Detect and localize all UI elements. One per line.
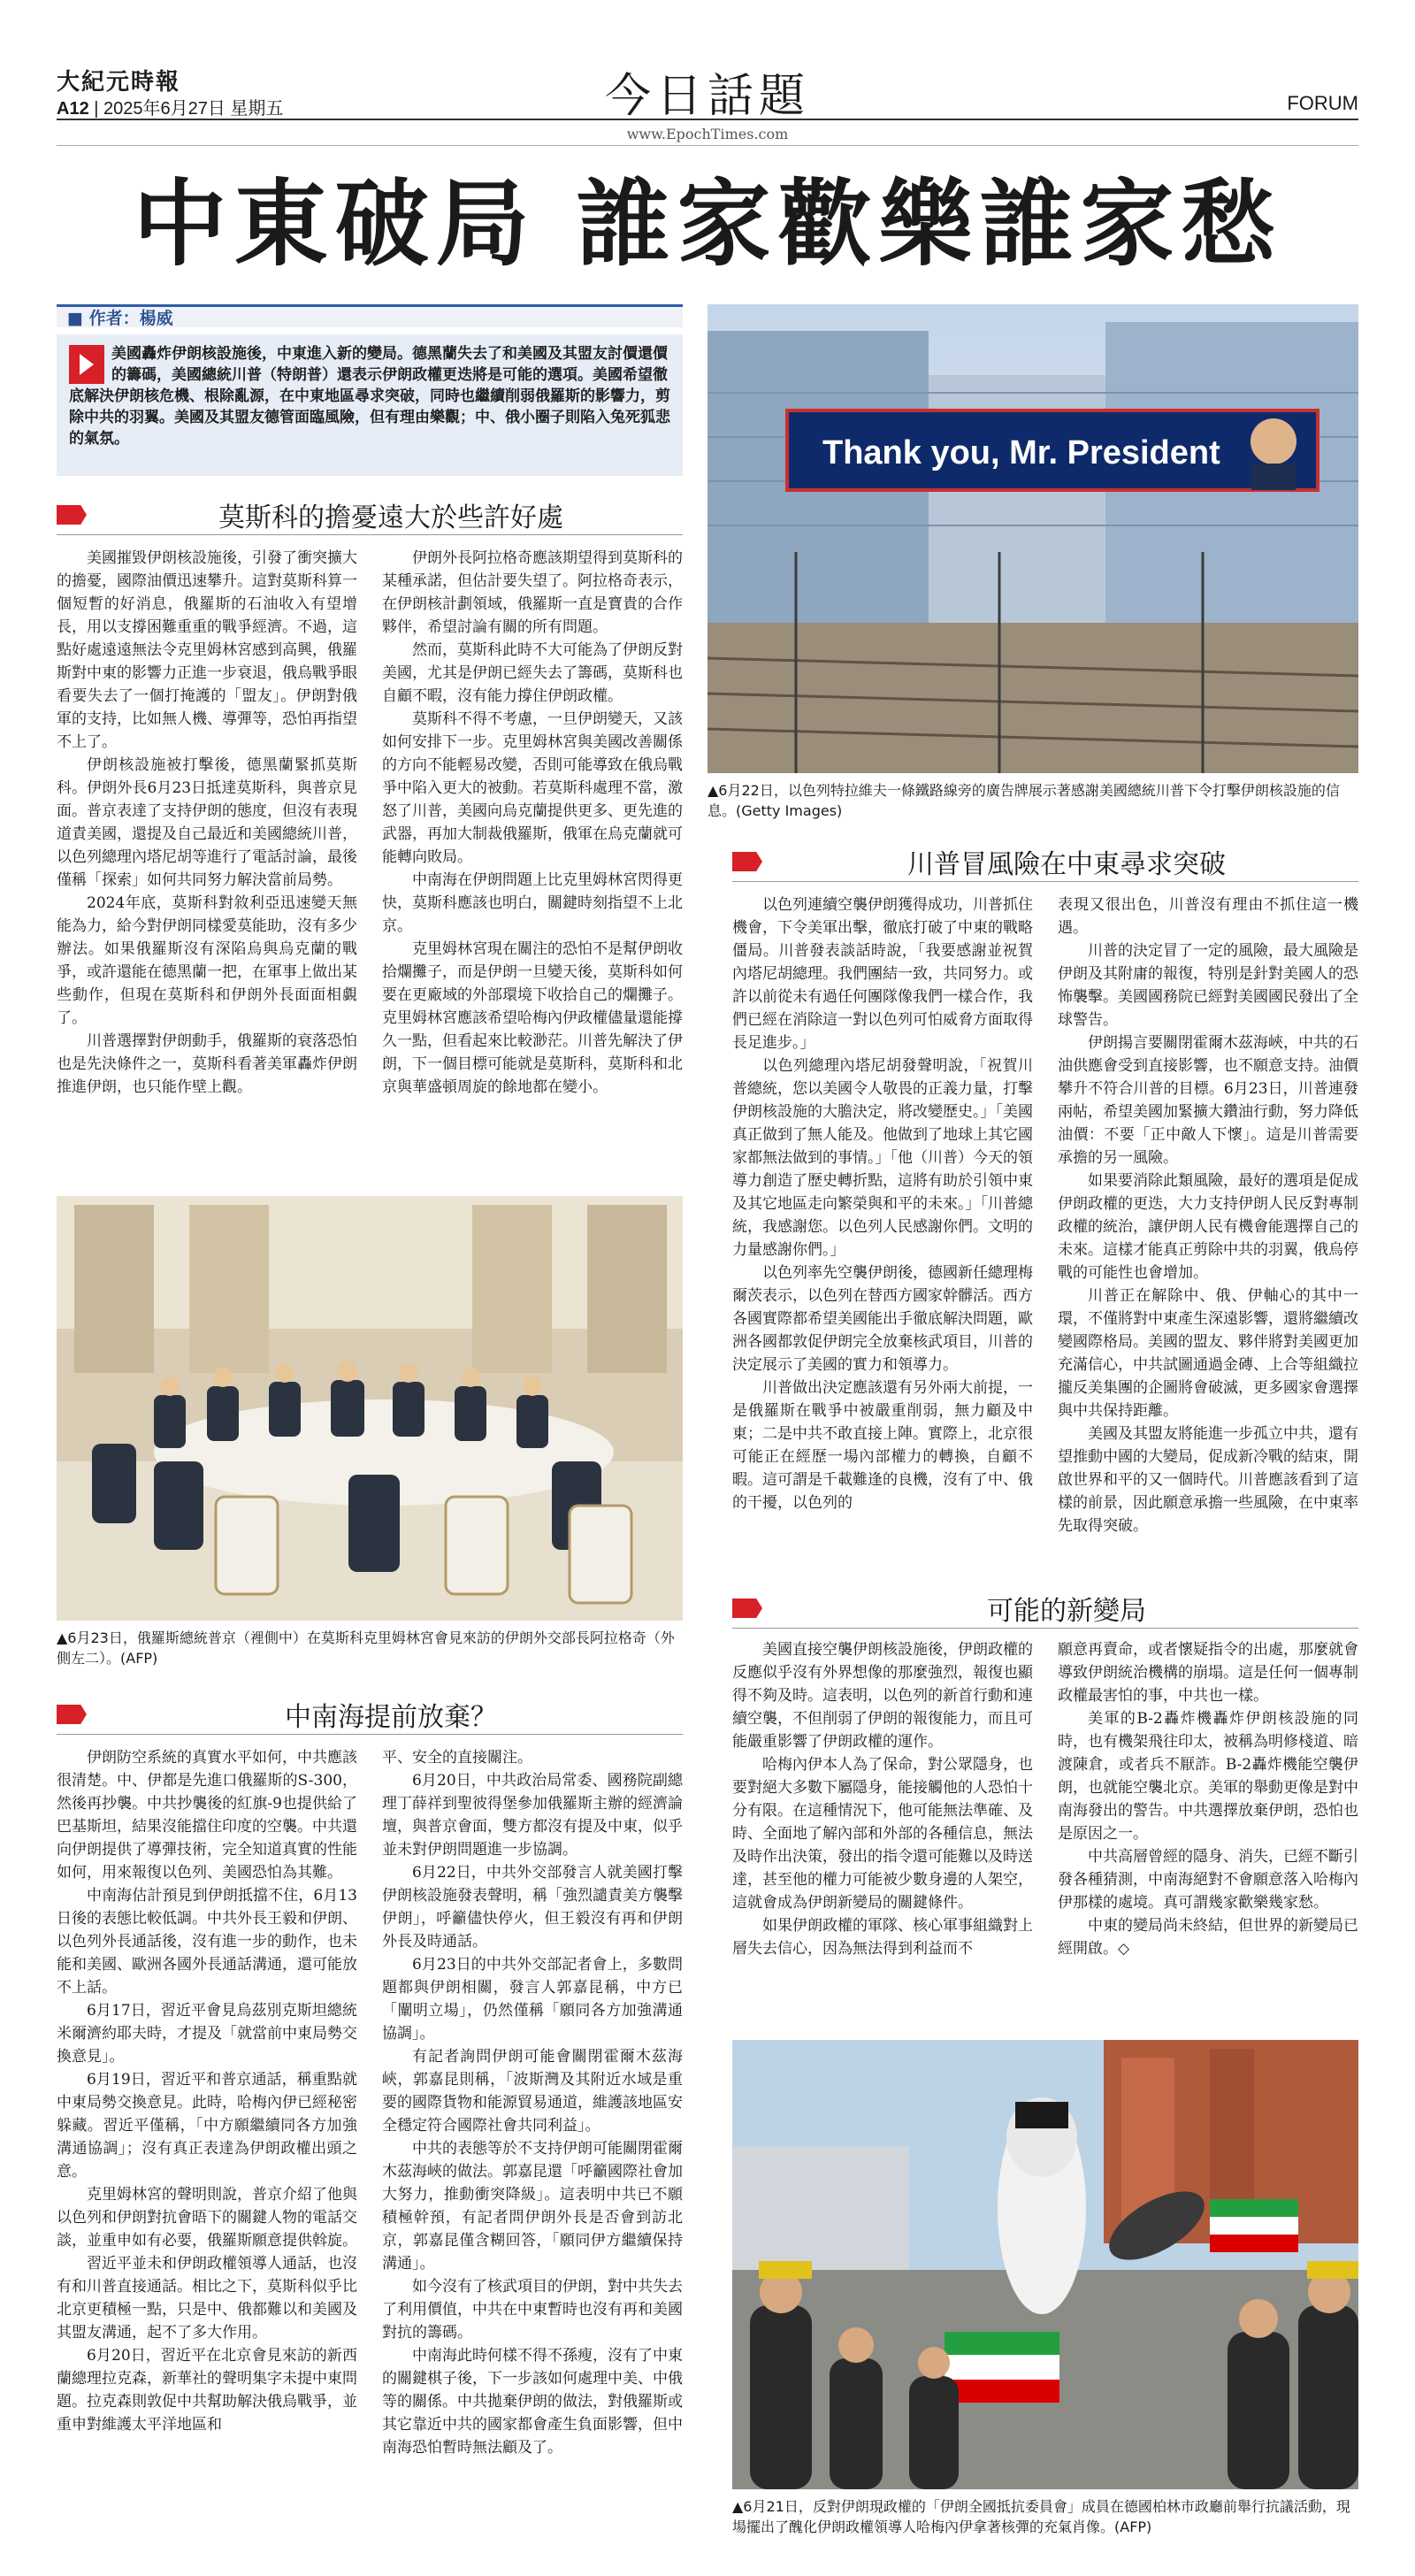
paragraph: 中南海在伊朗問題上比克里姆林宮閃得更快，莫斯科應該也明白，關鍵時刻指望不上北京。	[382, 871, 683, 935]
paragraph: 6月23日的中共外交部記者會上，多數問題都與伊朗相關，發言人郭嘉昆稱，中方已「闡明立場」，仍然僅稱「願同各方加強溝通協調」。	[382, 1956, 683, 2043]
paragraph: 莫斯科不得不考慮，一旦伊朗變天，又該如何安排下一步。克里姆林宮與美國改善關係的方向不能輕易改變，否則可能導致在俄烏戰爭中陷入更大的被動。若莫斯科處理不當，激怒了川普，美國向烏克蘭提供更多、更先進的武器，再加大制裁俄羅斯，俄軍在烏克蘭就可能轉向敗局。	[382, 710, 683, 866]
site-url[interactable]: www.EpochTimes.com	[626, 126, 789, 142]
billboard-photo-illustration	[708, 304, 1358, 773]
lead-summary	[57, 334, 683, 476]
section-flag-icon	[732, 1598, 762, 1618]
section-flag-icon	[732, 852, 762, 871]
paragraph: 伊朗核設施被打擊後，德黑蘭緊抓莫斯科。伊朗外長6月23日抵達莫斯科，與普京見面。普京表達了支持伊朗的態度，但沒有表現道責美國，還提及自己最近和美國總統川普，以色列總理內塔尼胡等進行了電話討論，最後僅稱「探索」如何共同努力解決當前局勢。	[57, 756, 357, 889]
billboard-photo-caption: ▲6月22日，以色列特拉維夫一條鐵路線旁的廣告牌展示著感謝美國總統川普下令打擊伊朗核設施的信息。(Getty Images)	[708, 782, 1340, 819]
berlin-photo-caption: ▲6月21日，反對伊朗現政權的「伊朗全國抵抗委員會」成員在德國柏林市政廳前舉行抗議活動，現場擺出了醜化伊朗政權領導人哈梅內伊拿著核彈的充氣肖像。(AFP)	[732, 2498, 1350, 2535]
paragraph: 美國摧毀伊朗核設施後，引發了衝突擴大的擔憂，國際油價迅速攀升。這對莫斯科算一個短暫的好消息，俄羅斯的石油收入有望增長，用以支撐困難重重的戰爭經濟。不過，這點好處遠遠無法令克里姆林宮感到高興，俄羅斯對中東的影響力正進一步衰退，俄烏戰爭眼看要失去了一個打掩護的「盟友」。伊朗對俄軍的支持，比如無人機、導彈等，恐怕再指望不上了。	[57, 549, 357, 751]
section-head-moscow	[57, 495, 683, 535]
berlin-protest-photo	[732, 2040, 1358, 2489]
paragraph: 伊朗揚言要關閉霍爾木茲海峽，中共的石油供應會受到直接影響，也不願意支持。油價攀升不符合川普的目標。6月23日，川普連發兩帖，希望美國加緊擴大鑽油行動，努力降低油價：不要「正中敵人下懷」。這是川普需要承擔的另一風險。	[1058, 1034, 1358, 1167]
paragraph: 哈梅內伊本人為了保命，對公眾隱身，也要對絕大多數下屬隱身，能接觸他的人恐怕十分有限。在這種情況下，他可能無法準確、及時、全面地了解內部和外部的各種信息，無法及時作出決策，發出的指令還可能難以及時送達，甚至他的權力可能被少數身邊的人架空，這就會成為伊朗新變局的關鍵條件。	[732, 1756, 1033, 1912]
paragraph: 如果要消除此類風險，最好的選項是促成伊朗政權的更迭，大力支持伊朗人民反對專制政權的統治，讓伊朗人民有機會能選擇自己的未來。這樣才能真正剪除中共的羽翼，俄烏停戰的可能性也會增加。	[1058, 1172, 1358, 1282]
paragraph: 美軍的B-2轟炸機轟炸伊朗核設施的同時，也有機架飛往印太，被稱為明修棧道、暗渡陳倉，或者兵不厭詐。B-2轟炸機能空襲伊朗，也就能空襲北京。美軍的舉動更像是對中南海發出的警告。中共選擇放棄伊朗，恐怕也是原因之一。	[1058, 1710, 1358, 1843]
kremlin-meeting-photo	[57, 1196, 683, 1621]
paragraph: 伊朗外長阿拉格奇應該期望得到莫斯科的某種承諾，但估計要失望了。阿拉格奇表示，在伊朗核計劃領域，俄羅斯一直是寶貴的合作夥伴，希望討論有關的所有問題。	[382, 549, 683, 636]
paragraph: 6月22日，中共外交部發言人就美國打擊伊朗核設施發表聲明，稱「強烈譴責美方襲擊伊朗」，呼籲儘快停火，但王毅沒有再和伊朗外長及時通話。	[382, 1864, 683, 1951]
section-flag-icon	[57, 505, 87, 525]
masthead: 大紀元時報	[57, 69, 181, 96]
paragraph: 中東的變局尚未終結，但世界的新變局已經開啟。◇	[1058, 1917, 1358, 1958]
section-title-beijing: 中南海提前放棄？	[285, 1702, 497, 1733]
section-title-change: 可能的新變局	[987, 1596, 1146, 1627]
page-info: A12 | 2025年6月27日 星期五	[57, 99, 284, 119]
paragraph: 6月19日，習近平和普京通話，稱重點就中東局勢交換意見。此時，哈梅內伊已經秘密躲藏。習近平僅稱，「中方願繼續同各方加強溝通協調」；沒有真正表達為伊朗政權出頭之意。	[57, 2071, 357, 2181]
paragraph: 6月17日，習近平會見烏茲別克斯坦總統米爾濟約耶夫時，才提及「就當前中東局勢交換意見」。	[57, 2002, 357, 2066]
paragraph: 川普做出決定應該還有另外兩大前提，一是俄羅斯在戰爭中被嚴重削弱，無力顧及中東；二是中共不敢直接上陣。實際上，北京很可能正在經歷一場內部權力的轉換，自顧不暇。這可謂是千載難逢的良機，沒有了中、俄的干擾，以色列的	[732, 1379, 1033, 1512]
beijing-col-2	[382, 1746, 683, 2459]
berlin-photo-illustration	[732, 2040, 1358, 2489]
paragraph: 以色列總理內塔尼胡發聲明說，「祝賀川普總統，您以美國令人敬畏的正義力量，打擊伊朗核設施的大膽決定，將改變歷史。」「美國真正做到了無人能及。他做到了地球上其它國家都無法做到的事情。」「他（川普）今天的領導力創造了歷史轉折點，這將有助於引領中東及其它地區走向繁榮與和平的未來。」「川普總統，我感謝您。以色列人民感謝你們。文明的力量感謝你們。」	[732, 1057, 1033, 1259]
trump-col-1	[732, 893, 1033, 1514]
author-byline: ■ 作者：楊威	[57, 304, 683, 327]
billboard-text: Thank you, Mr. President	[822, 434, 1220, 472]
page-number: A12	[57, 99, 89, 119]
beijing-col-1	[57, 1746, 357, 2436]
section-title: 今日話題	[604, 70, 810, 123]
change-col-2	[1058, 1638, 1358, 1960]
paragraph: 以色列率先空襲伊朗後，德國新任總理梅爾茨表示，以色列在替西方國家幹髒活。西方各國實際都希望美國能出手徹底解決問題，歐洲各國都敦促伊朗完全放棄核武項目，川普的決定展示了美國的實力和領導力。	[732, 1264, 1033, 1374]
header-rule-thin	[57, 145, 1358, 146]
paragraph: 川普的決定冒了一定的風險，最大風險是伊朗及其附庸的報復，特別是針對美國人的恐怖襲擊。美國國務院已經對美國國民發出了全球警告。	[1058, 942, 1358, 1029]
paragraph: 以色列連續空襲伊朗獲得成功，川普抓住機會，下令美軍出擊，徹底打破了中東的戰略僵局。川普發表談話時說，「我要感謝並祝賀內塔尼胡總理。我們團結一致，共同努力。或許以前從未有過任何團隊像我們一樣合作，我們已經在消除這一對以色列可怕威脅方面取得長足進步。」	[732, 896, 1033, 1052]
paragraph: 習近平並未和伊朗政權領導人通話，也沒有和川普直接通話。相比之下，莫斯科似乎比北京更積極一點，只是中、俄都難以和美國及其盟友溝通，起不了多大作用。	[57, 2255, 357, 2342]
paragraph: 平、安全的直接關注。	[382, 1749, 532, 1767]
paragraph: 克里姆林宮的聲明則說，普京介紹了他與以色列和伊朗對抗會晤下的關鍵人物的電話交談，並重申如有必要，俄羅斯願意提供斡旋。	[57, 2186, 357, 2250]
paragraph: 表現又很出色，川普沒有理由不抓住這一機遇。	[1058, 896, 1358, 937]
paragraph: 克里姆林宮現在關注的恐怕不是幫伊朗收拾爛攤子，而是伊朗一旦變天後，莫斯科如何要在更廠域的外部環境下收拾自己的爛攤子。克里姆林宮應該希望哈梅內伊政權儘量還能撐久一點，但看起來比較渺茫。川普先解決了伊朗，下一個目標可能就是莫斯科，莫斯科和北京與華盛頓周旋的餘地都在變小。	[382, 940, 683, 1096]
paragraph: 然而，莫斯科此時不大可能為了伊朗反對美國，尤其是伊朗已經失去了籌碼，莫斯科也自顧不暇，沒有能力撐住伊朗政權。	[382, 641, 683, 705]
paragraph: 伊朗防空系統的真實水平如何，中共應該很清楚。中、伊都是先進口俄羅斯的S-300，然後再抄襲。中共抄襲後的紅旗-9也提供給了巴基斯坦，結果沒能擋住印度的空襲。中共還向伊朗提供了導彈技術，完全知道真實的性能如何，用來報復以色列、美國恐怕為其難。	[57, 1749, 357, 1882]
paragraph: 川普正在解除中、俄、伊軸心的其中一環，不僅將對中東產生深遠影響，還將繼續改變國際格局。美國的盟友、夥伴將對美國更加充滿信心，中共試圖通過金磚、上合等組織拉攏反美集團的企圖將會破滅，更多國家會選擇與中共保持距離。	[1058, 1287, 1358, 1420]
paragraph: 中南海此時何樣不得不孫瘦，沒有了中東的關鍵棋子後，下一步該如何處理中美、中俄等的關係。中共拋棄伊朗的做法，對俄羅斯或其它靠近中共的國家都會產生負面影響，但中南海恐怕暫時無法顧及了。	[382, 2347, 683, 2457]
change-col-1	[732, 1638, 1033, 1960]
section-title-trump: 川普冒風險在中東尋求突破	[907, 849, 1226, 880]
header-rule	[57, 119, 1358, 120]
paragraph: 中共高層曾經的隱身、消失，已經不斷引發各種猜測，中南海絕對不會願意落入哈梅內伊那樣的處境。真可謂幾家歡樂幾家愁。	[1058, 1848, 1358, 1912]
lead-text: 美國轟炸伊朗核設施後，中東進入新的變局。德黑蘭失去了和美國及其盟友討價還價的籌碼，美國總統川普（特朗普）還表示伊朗政權更迭將是可能的選項。美國希望徹底解決伊朗核危機、根除亂源，在中東地區尋求突破，同時也繼續削弱俄羅斯的影響力，剪除中共的羽翼。美國及其盟友德管面臨風險，但有理由樂觀；中、俄小圈子則陷入兔死狐悲的氣氛。	[69, 345, 670, 448]
forum-label: FORUM	[1287, 92, 1358, 114]
kremlin-photo-caption: ▲6月23日，俄羅斯總統普京（裡側中）在莫斯科克里姆林宮會見來訪的伊朗外交部長阿拉格奇（外側左二）。(AFP)	[57, 1629, 675, 1667]
section-head-change	[732, 1589, 1358, 1629]
section-head-beijing	[57, 1695, 683, 1735]
billboard-photo	[708, 304, 1358, 773]
paragraph: 6月20日，習近平在北京會見來訪的新西蘭總理拉克森，新華社的聲明集字未提中東問題。拉克森則敦促中共幫助解決俄烏戰爭，並重申對維護太平洋地區和	[57, 2347, 357, 2434]
paragraph: 2024年底，莫斯科對敘利亞迅速變天無能為力，給今對伊朗同樣愛莫能助，沒有多少辦法。如果俄羅斯沒有深陷烏與烏克蘭的戰爭，或許還能在德黑蘭一把，在軍事上做出某些動作，但現在莫斯科和伊朗外長面面相覷了。	[57, 894, 357, 1027]
moscow-col-1	[57, 547, 357, 1099]
paragraph: 願意再賣命，或者懷疑指令的出處，那麼就會導致伊朗統治機構的崩塌。這是任何一個專制政權最害怕的事，中共也一樣。	[1058, 1641, 1358, 1705]
headline: 中東破局 誰家歡樂誰家愁	[133, 168, 1282, 279]
section-title-moscow: 莫斯科的擔憂遠大於些許好處	[218, 502, 563, 533]
section-flag-icon	[57, 1705, 87, 1724]
paragraph: 美國直接空襲伊朗核設施後，伊朗政權的反應似乎沒有外界想像的那麼強烈，報復也顯得不夠及時。這表明，以色列的新首行動和連續空襲，不但削弱了伊朗的報復能力，而且可能嚴重影響了伊朗政權的運作。	[732, 1641, 1033, 1751]
paragraph: 美國及其盟友將能進一步孤立中共，還有望推動中國的大變局，促成新冷戰的結束，開啟世界和平的又一個時代。川普應該看到了這樣的前景，因此願意承擔一些風險，在中東率先取得突破。	[1058, 1425, 1358, 1535]
paragraph: 中共的表態等於不支持伊朗可能關閉霍爾木茲海峽的做法。郭嘉昆還「呼籲國際社會加大努力，推動衝突降級」。這表明中共已不願積極幹預，有記者問伊朗外長是否會到訪北京，郭嘉昆僅含糊回答，「願同伊方繼續保持溝通」。	[382, 2140, 683, 2273]
paragraph: 6月20日，中共政治局常委、國務院副總理丁薛祥到聖彼得堡參加俄羅斯主辦的經濟論壇，與普京會面，雙方都沒有提及中東，似乎並未對伊朗問題進一步協調。	[382, 1772, 683, 1859]
lead-arrow-icon	[69, 345, 104, 384]
kremlin-photo-illustration	[57, 1196, 683, 1621]
paragraph: 如今沒有了核武項目的伊朗，對中共失去了利用價值，中共在中東暫時也沒有再和美國對抗的籌碼。	[382, 2278, 683, 2342]
moscow-col-2	[382, 547, 683, 1099]
trump-col-2	[1058, 893, 1358, 1537]
paragraph: 中南海估計預見到伊朗抵擋不住，6月13日後的表態比較低調。中共外長王毅和伊朗、以色列外長通話後，沒有進一步的動作，也未能和美國、歐洲各國外長通話溝通，還可能放不上話。	[57, 1887, 357, 1997]
paragraph: 有記者詢問伊朗可能會關閉霍爾木茲海峽，郭嘉昆則稱，「波斯灣及其附近水域是重要的國際貨物和能源貿易通道，維護該地區安全穩定符合國際社會共同利益」。	[382, 2048, 683, 2135]
issue-date: 2025年6月27日 星期五	[103, 99, 284, 119]
paragraph: 川普選擇對伊朗動手，俄羅斯的衰落恐怕也是先決條件之一，莫斯科看著美軍轟炸伊朗推進伊朗，也只能作壁上觀。	[57, 1032, 357, 1096]
paragraph: 如果伊朗政權的軍隊、核心軍事組織對上層失去信心，因為無法得到利益而不	[732, 1917, 1033, 1958]
section-head-trump	[732, 842, 1358, 882]
